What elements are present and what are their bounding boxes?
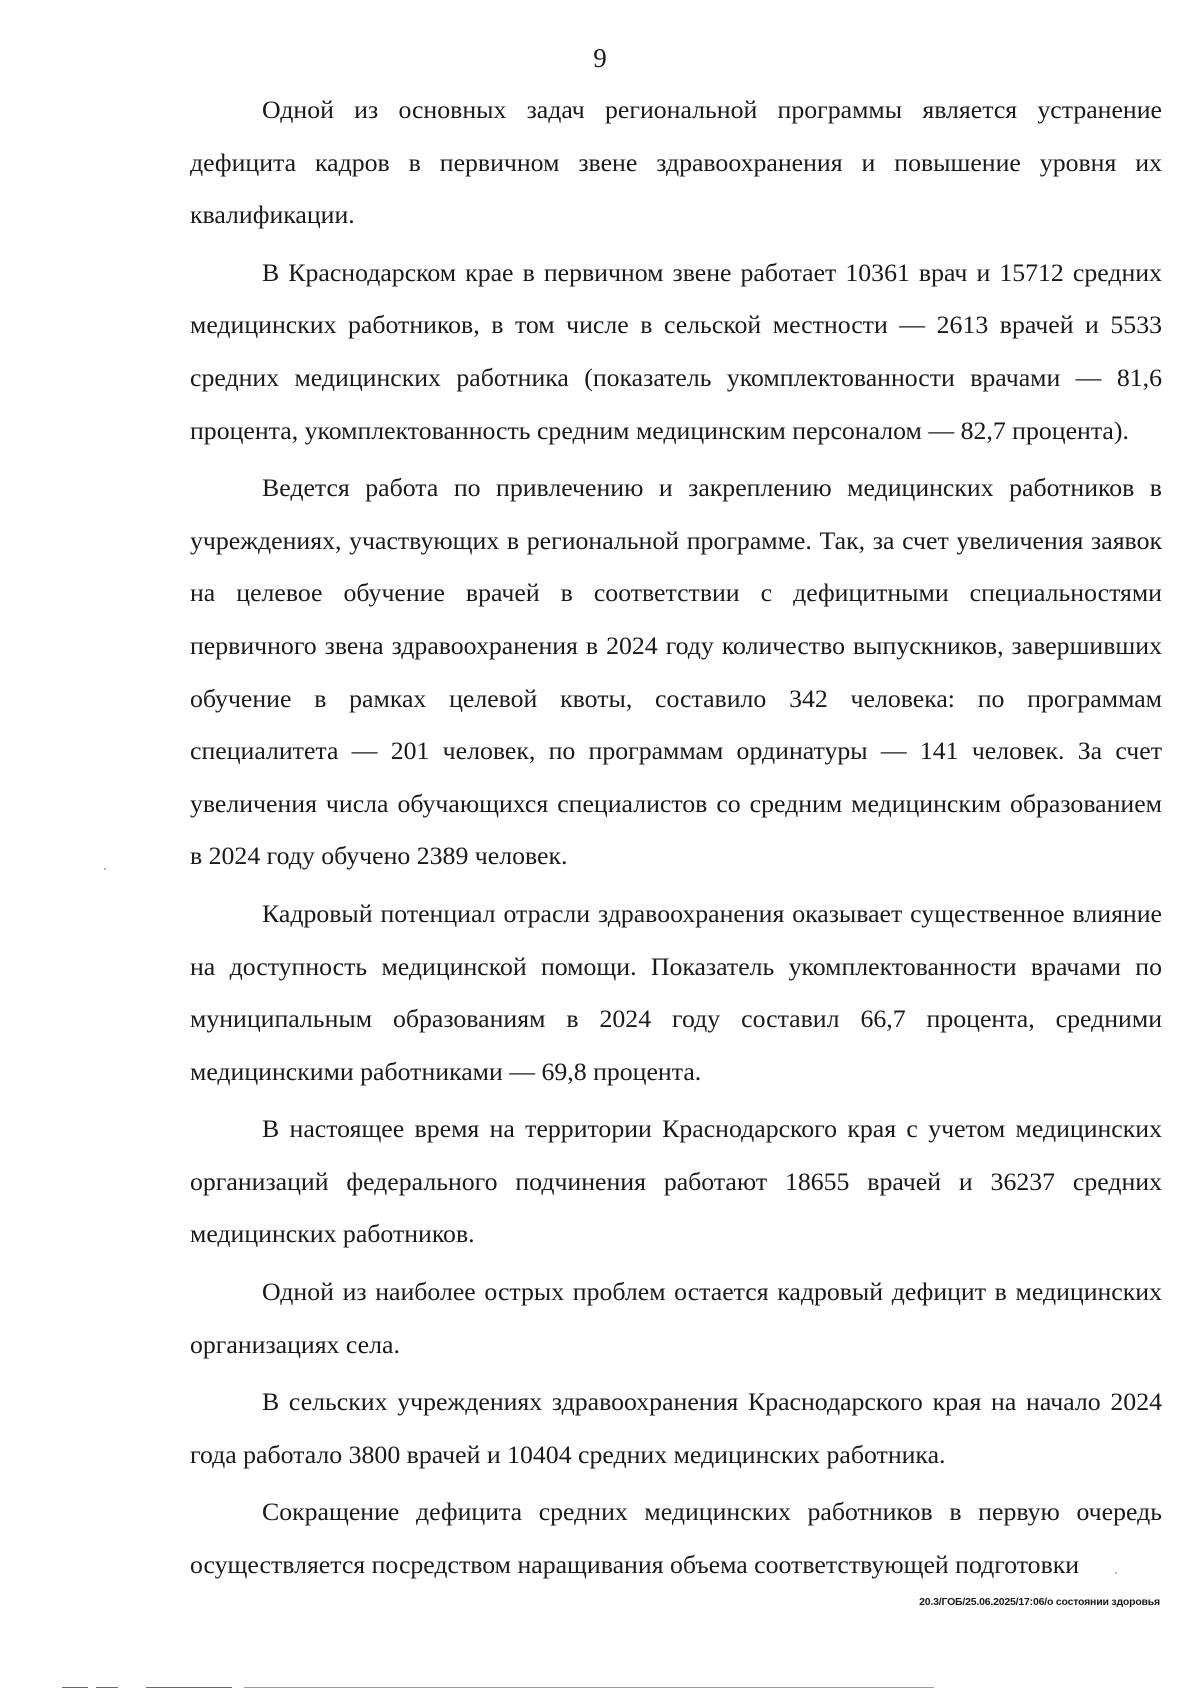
paragraph-8: Сокращение дефицита средних медицинских работников в первую очередь осуществляется посредством наращивания объема соответствующей подготовки [190, 1497, 1162, 1580]
paragraph-6: Одной из наиболее острых проблем остается кадровый дефицит в медицинских организациях села. [190, 1277, 1162, 1359]
paragraph-5: В настоящее время на территории Краснодарского края с учетом медицинских организаций федерального подчинения работают 18655 врачей и 36237 средних медицинских работников. [190, 1114, 1162, 1249]
paragraph-4: Кадровый потенциал отрасли здравоохранения оказывает существенное влияние на доступность медицинской помощи. Показатель укомплектованности врачами по муниципальным образованиям в 2024 году составил 66,7 процента, средними медицинскими работниками — 69,8 процента. [190, 898, 1162, 1086]
scan-line [96, 1687, 118, 1688]
page-number: 9 [593, 43, 607, 73]
paragraph-1: Одной из основных задач региональной программы является устранение дефицита кадров в первичном звене здравоохранения и повышение уровня их квалификации. [190, 95, 1162, 230]
scan-line [244, 1687, 934, 1688]
scan-dot [104, 868, 106, 870]
paragraph-3: Ведется работа по привлечению и закреплению медицинских работников в учреждениях, участвующих в региональной программе. Так, за счет увеличения заявок на целевое обучение врачей в соответствии с дефицитными специальностями первичного звена здравоохранения в 2024 году количество выпускников, завершивших обучение в рамках целевой квоты, составило 342 человека: по программам специалитета — 201 человек, по программам ординатуры — 141 человек. За счет увеличения числа обучающихся специалистов со средним медицинским образованием в 2024 году обучено 2389 человек. [190, 473, 1162, 871]
scan-line [62, 1687, 88, 1688]
scan-line [146, 1687, 232, 1688]
paragraph-7: В сельских учреждениях здравоохранения Краснодарского края на начало 2024 года работало 3800 врачей и 10404 средних медицинских работника. [190, 1387, 1162, 1469]
document-body [190, 84, 1162, 1597]
document-footer-code: 20.3/ГОБ/25.06.2025/17:06/о состоянии здоровья [919, 1596, 1160, 1608]
scan-dot [1115, 1572, 1117, 1574]
paragraph-2: В Краснодарском крае в первичном звене работает 10361 врач и 15712 средних медицинских работников, в том числе в сельской местности — 2613 врачей и 5533 средних медицинских работника (показатель укомплектованности врачами — 81,6 процента, укомплектованность средним медицинским персоналом — 82,7 процента). [190, 257, 1162, 445]
